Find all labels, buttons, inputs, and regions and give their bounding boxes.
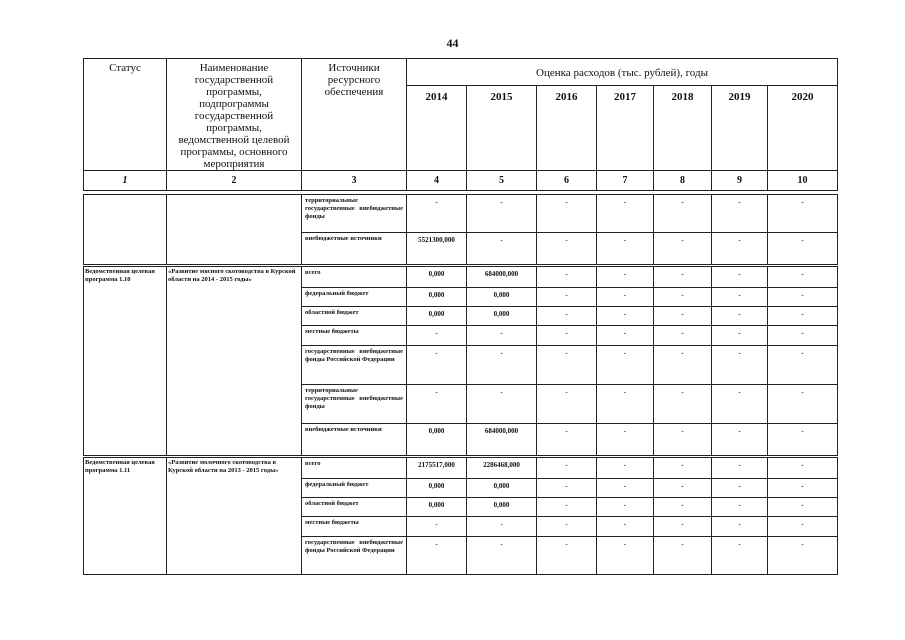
table-body <box>84 195 838 575</box>
expense-value: - <box>597 424 654 456</box>
expense-value: 0,000 <box>467 498 537 517</box>
index-cell: 1 <box>84 171 167 191</box>
expense-value: - <box>712 537 768 575</box>
expense-value: - <box>712 479 768 498</box>
index-row <box>84 171 838 191</box>
expense-value: - <box>712 498 768 517</box>
expense-value: - <box>407 385 467 424</box>
expense-value: - <box>537 498 597 517</box>
expense-value: - <box>467 346 537 385</box>
expense-value: 0,000 <box>407 288 467 307</box>
index-cell: 8 <box>654 171 712 191</box>
expense-value: - <box>712 267 768 288</box>
expense-value: - <box>712 424 768 456</box>
expense-value: - <box>768 195 838 233</box>
expense-value: 684000,000 <box>467 267 537 288</box>
expense-value: - <box>407 346 467 385</box>
expense-table <box>83 58 838 575</box>
funding-source: областной бюджет <box>302 498 407 517</box>
expense-value: 5521300,000 <box>407 233 467 265</box>
header-year: 2018 <box>654 85 712 170</box>
expense-value: - <box>768 458 838 479</box>
header-year: 2015 <box>467 85 537 170</box>
funding-source: федеральный бюджет <box>302 479 407 498</box>
expense-value: - <box>712 385 768 424</box>
expense-value: - <box>654 195 712 233</box>
expense-value: - <box>654 267 712 288</box>
expense-value: - <box>597 498 654 517</box>
expense-value: - <box>467 233 537 265</box>
index-cell: 4 <box>407 171 467 191</box>
table-row <box>84 458 838 479</box>
expense-value: - <box>654 326 712 346</box>
expense-value: - <box>712 307 768 326</box>
header-year: 2020 <box>768 85 838 170</box>
expense-value: - <box>712 288 768 307</box>
expense-value: - <box>768 498 838 517</box>
expense-value: 0,000 <box>407 424 467 456</box>
funding-source: территориальные государственные внебюджетные фонды <box>302 385 407 424</box>
expense-value: - <box>537 385 597 424</box>
table-row <box>84 195 838 233</box>
expense-value: - <box>597 326 654 346</box>
expense-value: 0,000 <box>467 307 537 326</box>
header-sources: Источники ресурсного обеспечения <box>302 59 407 171</box>
expense-value: - <box>654 346 712 385</box>
expense-value: - <box>597 288 654 307</box>
expense-value: - <box>467 385 537 424</box>
funding-source: внебюджетные источники <box>302 233 407 265</box>
funding-source: государственные внебюджетные фонды Российской Федерации <box>302 346 407 385</box>
header-year: 2014 <box>407 85 467 170</box>
expense-value: - <box>712 326 768 346</box>
table-row <box>84 267 838 288</box>
expense-value: - <box>537 346 597 385</box>
expense-value: - <box>467 326 537 346</box>
expense-value: - <box>768 326 838 346</box>
expense-value: 0,000 <box>407 307 467 326</box>
expense-value: - <box>537 424 597 456</box>
expense-value: - <box>768 424 838 456</box>
funding-source: всего <box>302 267 407 288</box>
funding-source: государственные внебюджетные фонды Российской Федерации <box>302 537 407 575</box>
expense-value: - <box>407 195 467 233</box>
expense-value: - <box>597 267 654 288</box>
index-cell: 2 <box>167 171 302 191</box>
expense-value: - <box>654 307 712 326</box>
expense-value: - <box>768 537 838 575</box>
expense-value: - <box>537 307 597 326</box>
expense-value: - <box>712 458 768 479</box>
expense-value: 0,000 <box>407 267 467 288</box>
expense-value: - <box>712 195 768 233</box>
expense-value: 0,000 <box>467 479 537 498</box>
index-cell: 7 <box>597 171 654 191</box>
expense-value: 2175517,000 <box>407 458 467 479</box>
expense-value: - <box>654 479 712 498</box>
header-estimate: Оценка расходов (тыс. рублей), годы <box>407 59 838 86</box>
expense-value: - <box>768 479 838 498</box>
expense-value: - <box>467 517 537 537</box>
expense-value: 0,000 <box>407 479 467 498</box>
program-name <box>167 195 302 265</box>
index-cell: 3 <box>302 171 407 191</box>
expense-value: - <box>654 288 712 307</box>
funding-source: областной бюджет <box>302 307 407 326</box>
expense-value: - <box>537 233 597 265</box>
table-header <box>84 59 838 195</box>
expense-value: - <box>597 346 654 385</box>
funding-source: местные бюджеты <box>302 326 407 346</box>
program-status <box>84 195 167 265</box>
expense-value: - <box>597 385 654 424</box>
expense-value: - <box>597 537 654 575</box>
expense-value: - <box>407 537 467 575</box>
expense-value: - <box>654 233 712 265</box>
expense-value: - <box>597 517 654 537</box>
expense-value: - <box>537 288 597 307</box>
expense-value: - <box>654 498 712 517</box>
header-status: Статус <box>84 59 167 171</box>
expense-value: - <box>537 195 597 233</box>
expense-value: - <box>467 537 537 575</box>
expense-value: - <box>537 267 597 288</box>
expense-value: - <box>654 537 712 575</box>
header-year: 2019 <box>712 85 768 170</box>
expense-value: - <box>768 267 838 288</box>
expense-value: - <box>712 346 768 385</box>
expense-value: - <box>768 517 838 537</box>
expense-value: - <box>768 288 838 307</box>
expense-value: - <box>537 458 597 479</box>
program-name: «Развитие мясного скотоводства в Курской области на 2014 - 2015 годы» <box>167 267 302 456</box>
expense-value: - <box>768 385 838 424</box>
program-status: Ведомственная целевая программа 1.10 <box>84 267 167 456</box>
index-cell: 9 <box>712 171 768 191</box>
expense-value: - <box>537 326 597 346</box>
expense-value: - <box>537 537 597 575</box>
expense-value: - <box>407 326 467 346</box>
funding-source: внебюджетные источники <box>302 424 407 456</box>
expense-value: - <box>768 307 838 326</box>
expense-value: - <box>537 479 597 498</box>
index-cell: 6 <box>537 171 597 191</box>
expense-value: - <box>654 458 712 479</box>
funding-source: федеральный бюджет <box>302 288 407 307</box>
expense-value: - <box>597 479 654 498</box>
expense-value: - <box>654 517 712 537</box>
funding-source: территориальные государственные внебюджетные фонды <box>302 195 407 233</box>
expense-value: - <box>768 346 838 385</box>
expense-value: 2286468,000 <box>467 458 537 479</box>
expense-value: - <box>597 195 654 233</box>
funding-source: всего <box>302 458 407 479</box>
expense-value: - <box>768 233 838 265</box>
expense-value: 684000,000 <box>467 424 537 456</box>
expense-value: - <box>597 458 654 479</box>
index-cell: 10 <box>768 171 838 191</box>
header-year: 2016 <box>537 85 597 170</box>
expense-value: - <box>467 195 537 233</box>
expense-value: - <box>654 424 712 456</box>
program-status: Ведомственная целевая программа 1.11 <box>84 458 167 575</box>
page-number: 44 <box>446 36 459 50</box>
header-name: Наименование государственной программы, подпрограммы государственной программы, ведомственной целевой программы, основного мероприятия <box>167 59 302 171</box>
funding-source: местные бюджеты <box>302 517 407 537</box>
expense-value: - <box>654 385 712 424</box>
expense-value: - <box>407 517 467 537</box>
expense-value: 0,000 <box>407 498 467 517</box>
header-year: 2017 <box>597 85 654 170</box>
expense-value: - <box>597 233 654 265</box>
index-cell: 5 <box>467 171 537 191</box>
expense-value: - <box>712 233 768 265</box>
expense-value: - <box>537 517 597 537</box>
expense-value: - <box>597 307 654 326</box>
expense-value: 0,000 <box>467 288 537 307</box>
expense-value: - <box>712 517 768 537</box>
program-name: «Развитие молочного скотоводства в Курской области на 2013 - 2015 годы» <box>167 458 302 575</box>
